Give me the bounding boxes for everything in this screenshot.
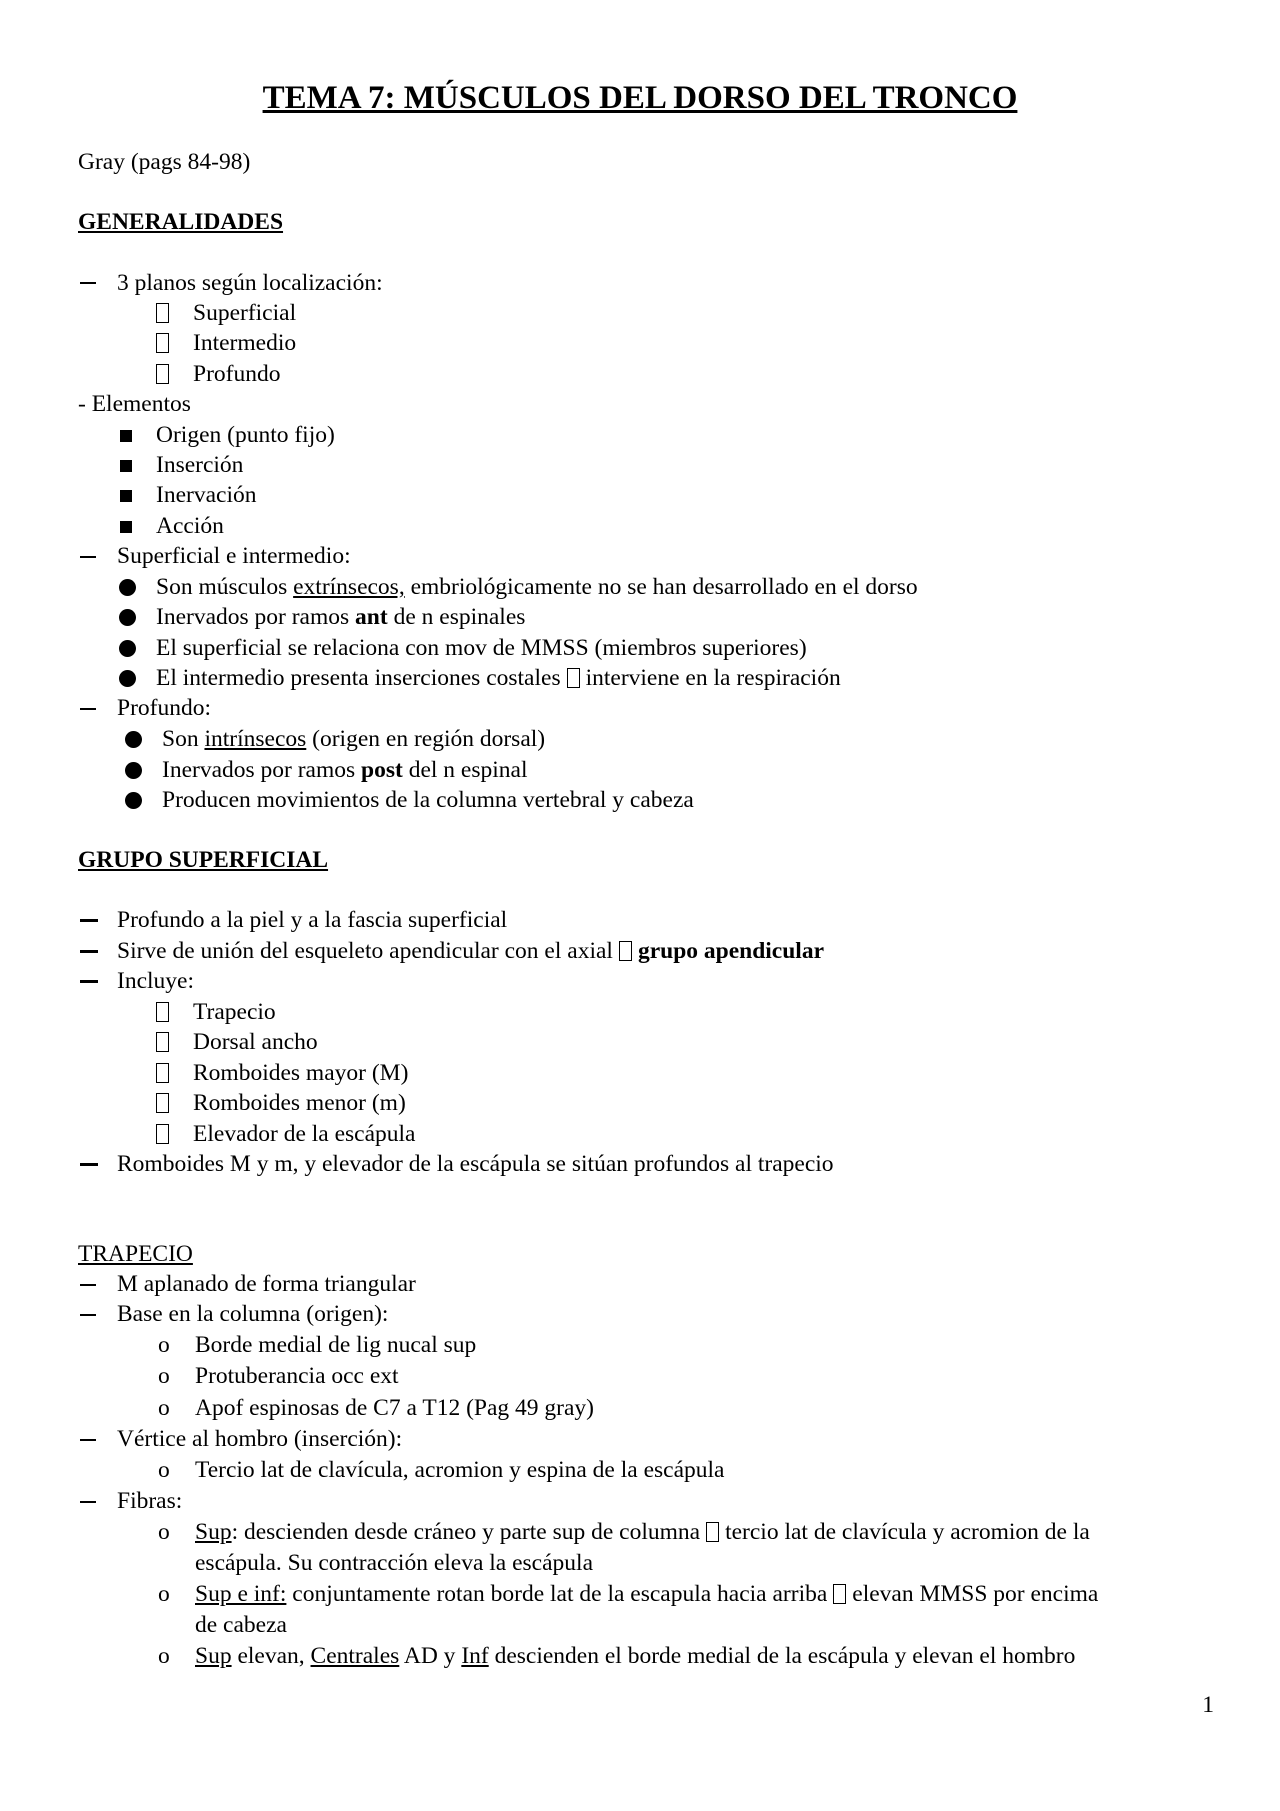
list-item: Son músculos extrínsecos, embriológicamente no se han desarrollado en el dorso	[156, 574, 918, 600]
arrow-placeholder-icon	[567, 668, 580, 688]
square-bullet-icon	[120, 430, 132, 442]
circle-bullet: o	[158, 1643, 170, 1669]
list-item: Tercio lat de clavícula, acromion y espina de la escápula	[195, 1457, 725, 1483]
list-item-continuation: de cabeza	[195, 1612, 287, 1638]
dash-bullet	[80, 919, 98, 922]
list-item: Sup elevan, Centrales AD y Inf descienden el borde medial de la escápula y elevan el hombro	[195, 1643, 1076, 1669]
list-item: Intermedio	[193, 330, 297, 356]
list-item: Inervados por ramos post del n espinal	[162, 757, 528, 783]
dash-bullet	[80, 1501, 96, 1503]
list-item: Sup e inf: conjuntamente rotan borde lat de la escapula hacia arriba elevan MMSS por encima	[195, 1581, 1099, 1607]
dash-bullet	[80, 282, 96, 284]
page-title: TEMA 7: MÚSCULOS DEL DORSO DEL TRONCO	[262, 80, 1018, 116]
dash-bullet	[80, 1439, 96, 1441]
round-bullet-icon	[125, 792, 142, 809]
checkbox-bullet-icon	[156, 1093, 169, 1113]
checkbox-bullet-icon	[156, 1032, 169, 1052]
list-item: Superficial	[193, 300, 297, 326]
square-bullet-icon	[120, 490, 132, 502]
checkbox-bullet-icon	[156, 333, 169, 353]
dash-bullet	[80, 950, 98, 953]
section-heading-trapecio: TRAPECIO	[78, 1241, 193, 1267]
list-item: Base en la columna (origen):	[117, 1301, 389, 1327]
round-bullet-icon	[119, 609, 136, 626]
list-item: El intermedio presenta inserciones costales interviene en la respiración	[156, 665, 841, 691]
section-heading-generalidades: GENERALIDADES	[78, 209, 284, 235]
list-item: Superficial e intermedio:	[117, 543, 351, 569]
list-item: Son intrínsecos (origen en región dorsal)	[162, 726, 546, 752]
checkbox-bullet-icon	[156, 1124, 169, 1144]
dash-bullet	[80, 980, 98, 983]
list-item: Sirve de unión del esqueleto apendicular con el axial grupo apendicular	[117, 938, 825, 964]
list-item: Inserción	[156, 452, 244, 478]
round-bullet-icon	[119, 670, 136, 687]
dash-bullet	[80, 708, 96, 710]
list-item: Profundo	[193, 361, 281, 387]
dash-bullet	[80, 556, 96, 558]
list-item: - Elementos	[78, 391, 191, 417]
square-bullet-icon	[120, 521, 132, 533]
list-item-continuation: escápula. Su contracción eleva la escápula	[195, 1550, 593, 1576]
circle-bullet: o	[158, 1519, 170, 1545]
list-item: Origen (punto fijo)	[156, 422, 335, 448]
dash-bullet	[80, 1284, 96, 1286]
round-bullet-icon	[125, 762, 142, 779]
dash-bullet	[80, 1314, 96, 1316]
list-item: Producen movimientos de la columna vertebral y cabeza	[162, 787, 694, 813]
list-item: Romboides M y m, y elevador de la escápula se sitúan profundos al trapecio	[117, 1151, 834, 1177]
checkbox-bullet-icon	[156, 364, 169, 384]
round-bullet-icon	[119, 579, 136, 596]
round-bullet-icon	[119, 640, 136, 657]
arrow-placeholder-icon	[706, 1522, 719, 1542]
list-item: Apof espinosas de C7 a T12 (Pag 49 gray)	[195, 1395, 594, 1421]
list-item: Inervación	[156, 482, 257, 508]
list-item: Fibras:	[117, 1488, 183, 1514]
list-item: Acción	[156, 513, 224, 539]
source-reference: Gray (pags 84-98)	[78, 149, 251, 175]
list-item: Vértice al hombro (inserción):	[117, 1426, 403, 1452]
section-heading-grupo-superficial: GRUPO SUPERFICIAL	[78, 847, 329, 873]
circle-bullet: o	[158, 1581, 170, 1607]
page-number: 1	[1202, 1692, 1214, 1718]
round-bullet-icon	[125, 731, 142, 748]
checkbox-bullet-icon	[156, 1063, 169, 1083]
list-item: Inervados por ramos ant de n espinales	[156, 604, 526, 630]
circle-bullet: o	[158, 1332, 170, 1358]
list-item: Trapecio	[193, 999, 276, 1025]
list-item: M aplanado de forma triangular	[117, 1271, 416, 1297]
list-item: Incluye:	[117, 968, 194, 994]
dash-bullet	[80, 1163, 98, 1166]
list-item: Elevador de la escápula	[193, 1121, 416, 1147]
list-item: El superficial se relaciona con mov de MMSS (miembros superiores)	[156, 635, 807, 661]
list-item: Dorsal ancho	[193, 1029, 318, 1055]
list-item: Profundo a la piel y a la fascia superficial	[117, 907, 508, 933]
square-bullet-icon	[120, 460, 132, 472]
list-item: Borde medial de lig nucal sup	[195, 1332, 477, 1358]
arrow-placeholder-icon	[619, 941, 632, 961]
list-item: 3 planos según localización:	[117, 270, 383, 296]
checkbox-bullet-icon	[156, 1002, 169, 1022]
list-item: Romboides mayor (M)	[193, 1060, 409, 1086]
list-item: Romboides menor (m)	[193, 1090, 406, 1116]
circle-bullet: o	[158, 1395, 170, 1421]
arrow-placeholder-icon	[833, 1584, 846, 1604]
list-item: Sup: descienden desde cráneo y parte sup de columna tercio lat de clavícula y acromion de la	[195, 1519, 1090, 1545]
circle-bullet: o	[158, 1457, 170, 1483]
list-item: Protuberancia occ ext	[195, 1363, 399, 1389]
list-item: Profundo:	[117, 695, 211, 721]
circle-bullet: o	[158, 1363, 170, 1389]
checkbox-bullet-icon	[156, 303, 169, 323]
